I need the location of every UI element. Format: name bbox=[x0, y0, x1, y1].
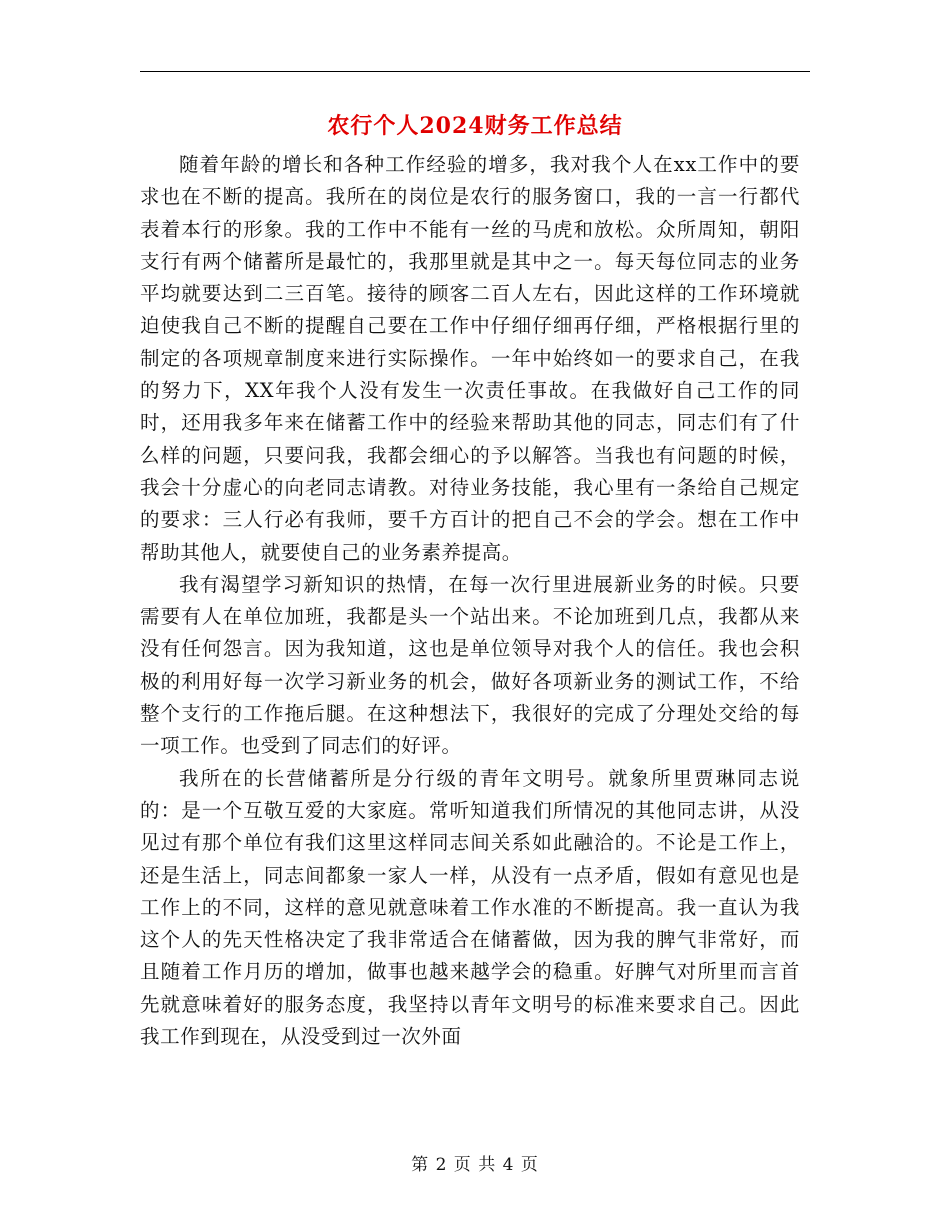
paragraph-1: 随着年龄的增长和各种工作经验的增多，我对我个人在xx工作中的要求也在不断的提高。我所在的岗位是农行的服务窗口，我的一言一行都代表着本行的形象。我的工作中不能有一丝的马虎和放松。众所周知，朝阳支行有两个储蓄所是最忙的，我那里就是其中之一。每天每位同志的业务平均就要达到二三百笔。接待的顾客二百人左右，因此这样的工作环境就迫使我自己不断的提醒自己要在工作中仔细仔细再仔细，严格根据行里的制定的各项规章制度来进行实际操作。一年中始终如一的要求自己，在我的努力下，XX年我个人没有发生一次责任事故。在我做好自己工作的同时，还用我多年来在储蓄工作中的经验来帮助其他的同志，同志们有了什么样的问题，只要问我，我都会细心的予以解答。当我也有问题的时候，我会十分虚心的向老同志请教。对待业务技能，我心里有一条给自己规定的要求：三人行必有我师，要千方百计的把自己不会的学会。想在工作中帮助其他人，就要使自己的业务素养提高。 bbox=[140, 153, 800, 564]
page-footer bbox=[0, 1154, 950, 1176]
paragraph-3: 我所在的长营储蓄所是分行级的青年文明号。就象所里贾琳同志说的：是一个互敬互爱的大家庭。常听知道我们所情况的其他同志讲，从没见过有那个单位有我们这里这样同志间关系如此融洽的。不论是工作上，还是生活上，同志间都象一家人一样，从没有一点矛盾，假如有意见也是工作上的不同，这样的意见就意味着工作水准的不断提高。我一直认为我这个人的先天性格决定了我非常适合在储蓄做，因为我的脾气非常好，而且随着工作月历的增加，做事也越来越学会的稳重。好脾气对所里而言首先就意味着好的服务态度，我坚持以青年文明号的标准来要求自己。因此我工作到现在，从没受到过一次外面 bbox=[140, 766, 800, 1049]
paragraph-2: 我有渴望学习新知识的热情，在每一次行里进展新业务的时候。只要需要有人在单位加班，我都是头一个站出来。不论加班到几点，我都从来没有任何怨言。因为我知道，这也是单位领导对我个人的信任。我也会积极的利用好每一次学习新业务的机会，做好各项新业务的测试工作，不给整个支行的工作拖后腿。在这种想法下，我很好的完成了分理处交给的每一项工作。也受到了同志们的好评。 bbox=[140, 572, 800, 758]
document-title: 农行个人2024财务工作总结 bbox=[327, 113, 623, 139]
document-body bbox=[140, 149, 800, 1053]
page-number-label: 第 2 页 共 4 页 bbox=[411, 1155, 539, 1175]
header-rule bbox=[140, 71, 810, 72]
